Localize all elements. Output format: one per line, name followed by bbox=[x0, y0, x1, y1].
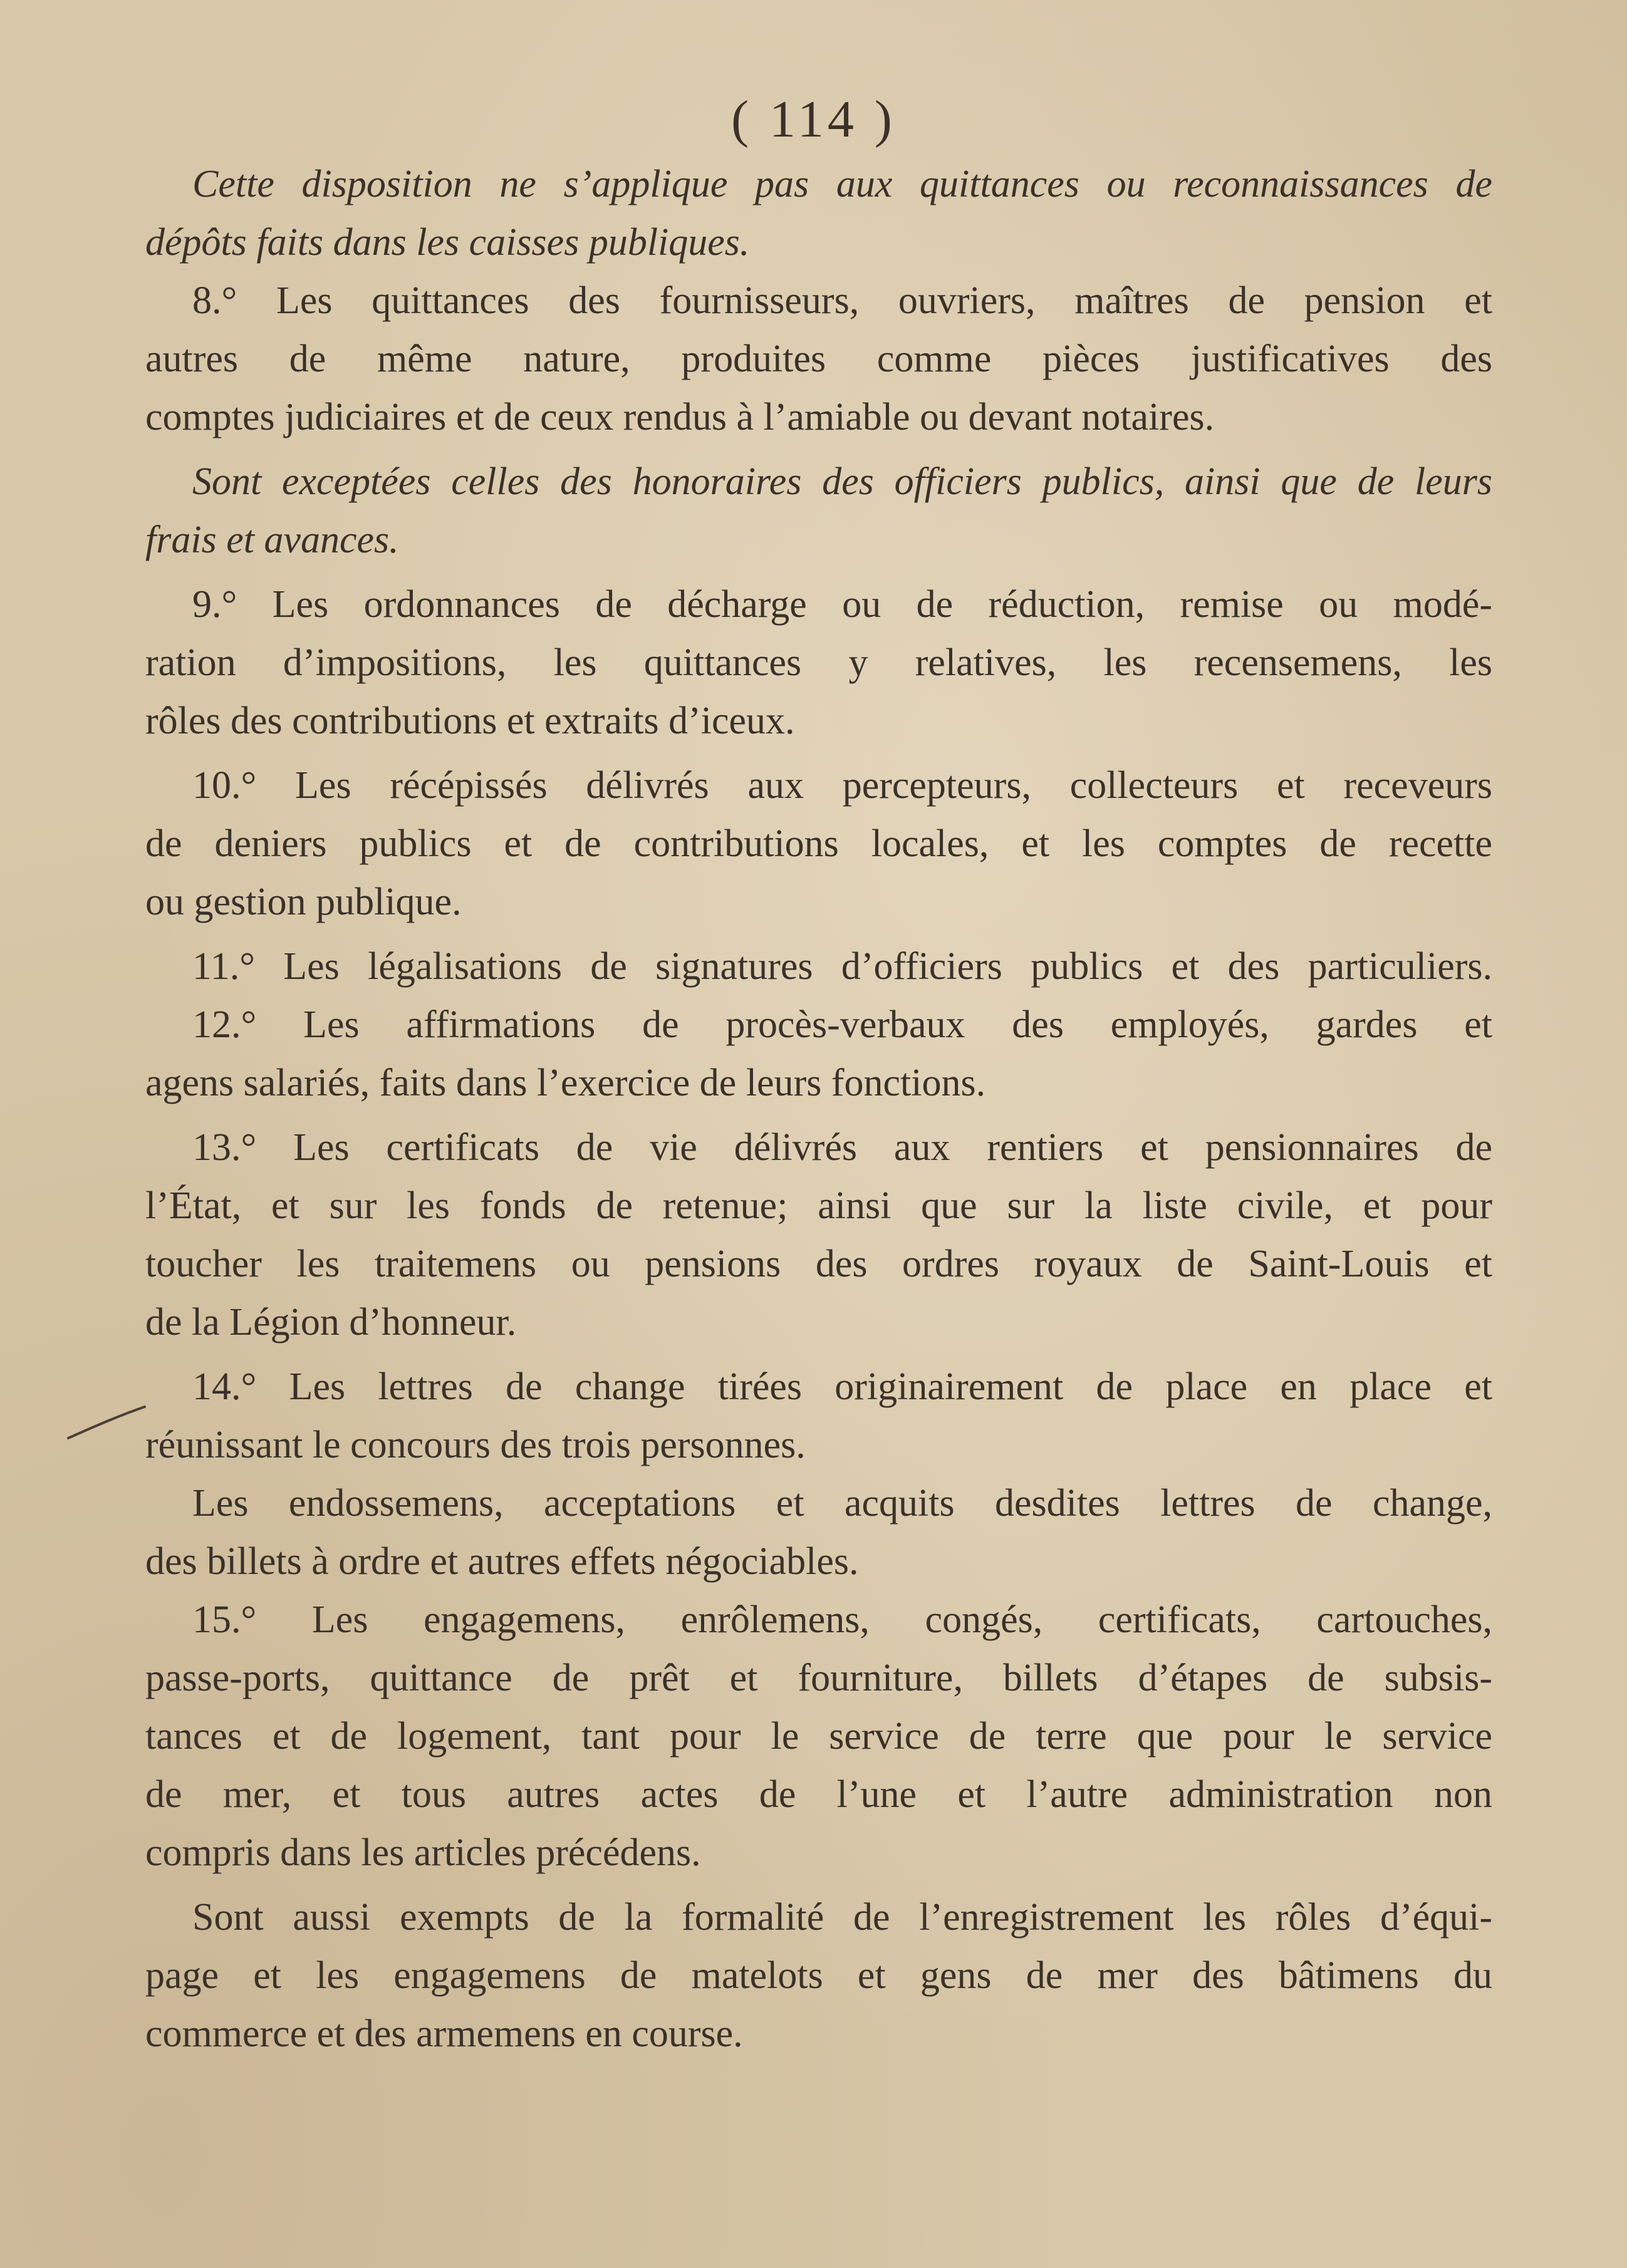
paragraph-line: compris dans les articles précédens. bbox=[145, 1831, 701, 1874]
paragraph-line: agens salariés, faits dans l’exercice de leurs fonctions. bbox=[145, 1062, 986, 1104]
paragraph-line: de mer, et tous autres actes de l’une et l’autre administration non bbox=[145, 1773, 1492, 1816]
paragraph-line: 11.° Les légalisations de signatures d’officiers publics et des particuliers. bbox=[192, 945, 1492, 988]
paragraph-line: Cette disposition ne s’applique pas aux quittances ou reconnaissances de bbox=[192, 163, 1492, 205]
paragraph-line: 9.° Les ordonnances de décharge ou de réduction, remise ou modé- bbox=[192, 583, 1492, 626]
paragraph-line: Sont aussi exempts de la formalité de l’enregistrement les rôles d’équi- bbox=[192, 1896, 1492, 1939]
paragraph-line: 15.° Les engagemens, enrôlemens, congés, certificats, cartouches, bbox=[192, 1598, 1492, 1641]
paragraph-line: page et les engagemens de matelots et gens de mer des bâtimens du bbox=[145, 1954, 1492, 1997]
paragraph-line: commerce et des armemens en course. bbox=[145, 2012, 743, 2055]
paragraph-line: 8.° Les quittances des fournisseurs, ouvriers, maîtres de pension et bbox=[192, 279, 1492, 322]
paragraph-line: frais et avances. bbox=[145, 519, 399, 561]
paragraph-line: tances et de logement, tant pour le service de terre que pour le service bbox=[145, 1715, 1492, 1758]
paragraph-line: l’État, et sur les fonds de retenue; ainsi que sur la liste civile, et pour bbox=[145, 1184, 1492, 1227]
pencil-margin-mark bbox=[66, 1403, 147, 1441]
paragraph-line: 12.° Les affirmations de procès-verbaux des employés, gardes et bbox=[192, 1003, 1492, 1046]
body-text bbox=[145, 155, 1492, 2063]
paragraph-line: ration d’impositions, les quittances y relatives, les recensemens, les bbox=[145, 641, 1492, 684]
paragraph-line: Les endossemens, acceptations et acquits desdites lettres de change, bbox=[192, 1482, 1492, 1525]
paragraph-line: 13.° Les certificats de vie délivrés aux rentiers et pensionnaires de bbox=[192, 1126, 1492, 1169]
paragraph-line: rôles des contributions et extraits d’iceux. bbox=[145, 700, 795, 742]
paragraph-line: ou gestion publique. bbox=[145, 881, 462, 923]
paragraph-line: 10.° Les récépissés délivrés aux percepteurs, collecteurs et receveurs bbox=[192, 764, 1492, 807]
paragraph-line: des billets à ordre et autres effets négociables. bbox=[145, 1540, 859, 1583]
paragraph-line: de la Légion d’honneur. bbox=[145, 1301, 517, 1344]
paragraph-line: toucher les traitemens ou pensions des ordres royaux de Saint-Louis et bbox=[145, 1243, 1492, 1285]
paragraph-line: Sont exceptées celles des honoraires des officiers publics, ainsi que de leurs bbox=[192, 460, 1492, 503]
paragraph-line: autres de même nature, produites comme pièces justificatives des bbox=[145, 338, 1492, 380]
page-number: ( 114 ) bbox=[731, 90, 896, 148]
paragraph-line: de deniers publics et de contributions locales, et les comptes de recette bbox=[145, 822, 1492, 865]
paragraph-line: passe-ports, quittance de prêt et fourniture, billets d’étapes de subsis- bbox=[145, 1657, 1492, 1699]
paragraph-line: comptes judiciaires et de ceux rendus à l’amiable ou devant notaires. bbox=[145, 396, 1215, 438]
paragraph-line: dépôts faits dans les caisses publiques. bbox=[145, 221, 750, 264]
paragraph-line: réunissant le concours des trois personnes. bbox=[145, 1424, 806, 1466]
paragraph-line: 14.° Les lettres de change tirées originairement de place en place et bbox=[192, 1365, 1492, 1408]
